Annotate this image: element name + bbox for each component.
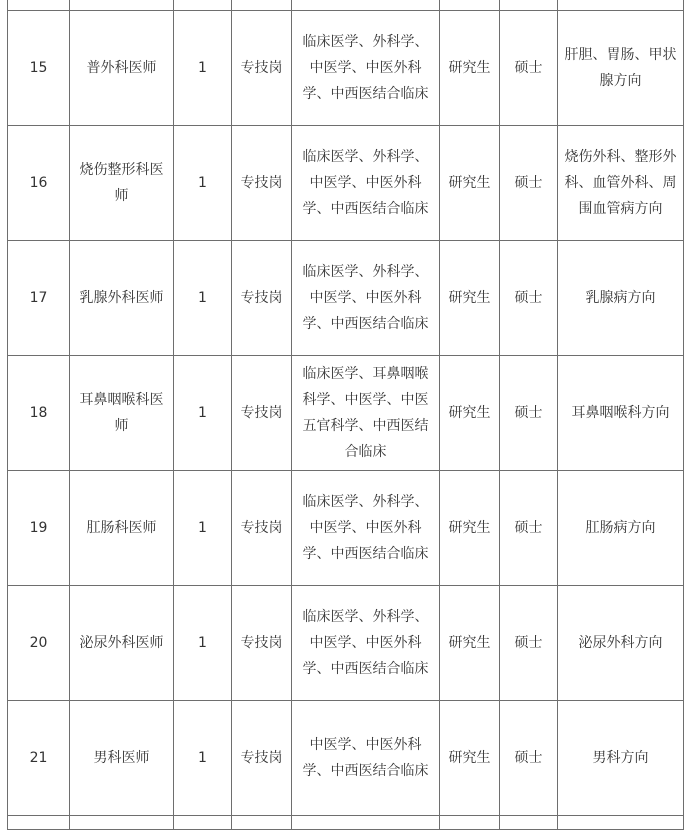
post-type: 专技岗: [232, 586, 292, 701]
table-row-partial-bottom: [8, 816, 684, 830]
degree-requirement: 硕士: [500, 356, 558, 471]
post-type: 专技岗: [232, 126, 292, 241]
major-requirement: 临床医学、外科学、中医学、中医外科学、中西医结合临床: [292, 11, 440, 126]
table-cell-empty: [232, 816, 292, 830]
table-cell-empty: [440, 0, 500, 11]
position-name: 耳鼻咽喉科医师: [70, 356, 174, 471]
degree-requirement: 硕士: [500, 126, 558, 241]
remark: 肛肠病方向: [558, 471, 684, 586]
table-cell-empty: [292, 0, 440, 11]
education-requirement: 研究生: [440, 701, 500, 816]
major-requirement: 临床医学、外科学、中医学、中医外科学、中西医结合临床: [292, 471, 440, 586]
row-number: 18: [8, 356, 70, 471]
remark: 男科方向: [558, 701, 684, 816]
position-name: 乳腺外科医师: [70, 241, 174, 356]
hiring-count: 1: [174, 126, 232, 241]
row-number: 16: [8, 126, 70, 241]
table-cell-empty: [292, 816, 440, 830]
hiring-count: 1: [174, 356, 232, 471]
table-row: [8, 126, 684, 241]
table-cell-empty: [558, 0, 684, 11]
major-requirement: 临床医学、外科学、中医学、中医外科学、中西医结合临床: [292, 126, 440, 241]
row-number: 19: [8, 471, 70, 586]
row-number: 21: [8, 701, 70, 816]
table-cell-empty: [440, 816, 500, 830]
row-number: 20: [8, 586, 70, 701]
degree-requirement: 硕士: [500, 471, 558, 586]
education-requirement: 研究生: [440, 586, 500, 701]
hiring-count: 1: [174, 701, 232, 816]
post-type: 专技岗: [232, 11, 292, 126]
hiring-count: 1: [174, 471, 232, 586]
row-number: 17: [8, 241, 70, 356]
table-row-partial-top: [8, 0, 684, 11]
table-cell-empty: [232, 0, 292, 11]
education-requirement: 研究生: [440, 126, 500, 241]
post-type: 专技岗: [232, 356, 292, 471]
major-requirement: 临床医学、外科学、中医学、中医外科学、中西医结合临床: [292, 241, 440, 356]
education-requirement: 研究生: [440, 356, 500, 471]
table-cell-empty: [8, 816, 70, 830]
degree-requirement: 硕士: [500, 241, 558, 356]
table-row: [8, 586, 684, 701]
row-number: 15: [8, 11, 70, 126]
education-requirement: 研究生: [440, 241, 500, 356]
remark: 耳鼻咽喉科方向: [558, 356, 684, 471]
degree-requirement: 硕士: [500, 701, 558, 816]
degree-requirement: 硕士: [500, 11, 558, 126]
table-cell-empty: [500, 816, 558, 830]
remark: 肝胆、胃肠、甲状腺方向: [558, 11, 684, 126]
hiring-count: 1: [174, 241, 232, 356]
education-requirement: 研究生: [440, 471, 500, 586]
hiring-count: 1: [174, 586, 232, 701]
table-row: [8, 356, 684, 471]
position-name: 普外科医师: [70, 11, 174, 126]
table-cell-empty: [70, 0, 174, 11]
position-name: 肛肠科医师: [70, 471, 174, 586]
table-cell-empty: [70, 816, 174, 830]
table-cell-empty: [558, 816, 684, 830]
remark: 泌尿外科方向: [558, 586, 684, 701]
position-name: 烧伤整形科医师: [70, 126, 174, 241]
degree-requirement: 硕士: [500, 586, 558, 701]
post-type: 专技岗: [232, 471, 292, 586]
major-requirement: 临床医学、外科学、中医学、中医外科学、中西医结合临床: [292, 586, 440, 701]
table-row: [8, 11, 684, 126]
position-name: 男科医师: [70, 701, 174, 816]
post-type: 专技岗: [232, 701, 292, 816]
major-requirement: 中医学、中医外科学、中西医结合临床: [292, 701, 440, 816]
table-cell-empty: [174, 816, 232, 830]
table-cell-empty: [174, 0, 232, 11]
hiring-count: 1: [174, 11, 232, 126]
table-cell-empty: [8, 0, 70, 11]
education-requirement: 研究生: [440, 11, 500, 126]
table-row: [8, 241, 684, 356]
post-type: 专技岗: [232, 241, 292, 356]
table-row: [8, 471, 684, 586]
major-requirement: 临床医学、耳鼻咽喉科学、中医学、中医五官科学、中西医结合临床: [292, 356, 440, 471]
recruitment-table: [7, 0, 684, 830]
remark: 乳腺病方向: [558, 241, 684, 356]
position-name: 泌尿外科医师: [70, 586, 174, 701]
remark: 烧伤外科、整形外科、血管外科、周围血管病方向: [558, 126, 684, 241]
table-cell-empty: [500, 0, 558, 11]
table-row: [8, 701, 684, 816]
